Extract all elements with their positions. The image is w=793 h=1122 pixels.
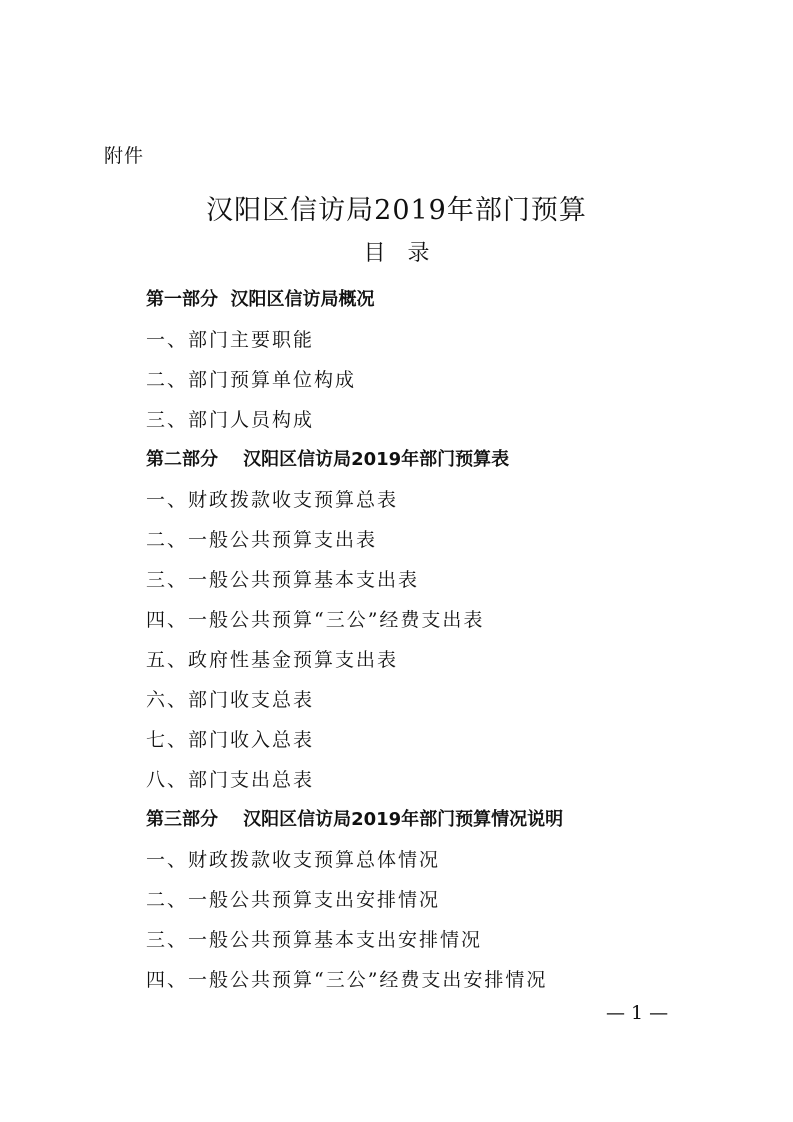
toc-item: 六、部门收支总表: [146, 689, 315, 711]
toc-item: 一、部门主要职能: [146, 329, 315, 351]
toc-item: 一、财政拨款收支预算总表: [146, 489, 399, 511]
toc-item: 一、财政拨款收支预算总体情况: [146, 849, 441, 871]
toc-item: 二、一般公共预算支出表: [146, 529, 378, 551]
toc-item: 二、一般公共预算支出安排情况: [146, 889, 441, 911]
attachment-label: 附件: [104, 145, 145, 167]
toc-item: 五、政府性基金预算支出表: [146, 649, 399, 671]
toc-item: 四、一般公共预算“三公”经费支出表: [146, 609, 485, 631]
toc-part-heading: 第三部分 汉阳区信访局2019年部门预算情况说明: [146, 809, 564, 830]
toc-item: 三、部门人员构成: [146, 409, 315, 431]
toc-heading: 目录: [363, 241, 452, 266]
toc-part-heading: 第一部分 汉阳区信访局概况: [146, 289, 375, 310]
page-number: — 1 —: [606, 1002, 669, 1024]
document-title: 汉阳区信访局2019年部门预算: [206, 195, 587, 226]
toc-item: 七、部门收入总表: [146, 729, 315, 751]
toc-item: 二、部门预算单位构成: [146, 369, 357, 391]
toc-item: 八、部门支出总表: [146, 769, 315, 791]
table-of-contents: [146, 280, 706, 1000]
toc-part-heading: 第二部分 汉阳区信访局2019年部门预算表: [146, 449, 510, 470]
toc-item: 三、一般公共预算基本支出安排情况: [146, 929, 483, 951]
toc-item: 三、一般公共预算基本支出表: [146, 569, 420, 591]
toc-item: 四、一般公共预算“三公”经费支出安排情况: [146, 969, 548, 991]
